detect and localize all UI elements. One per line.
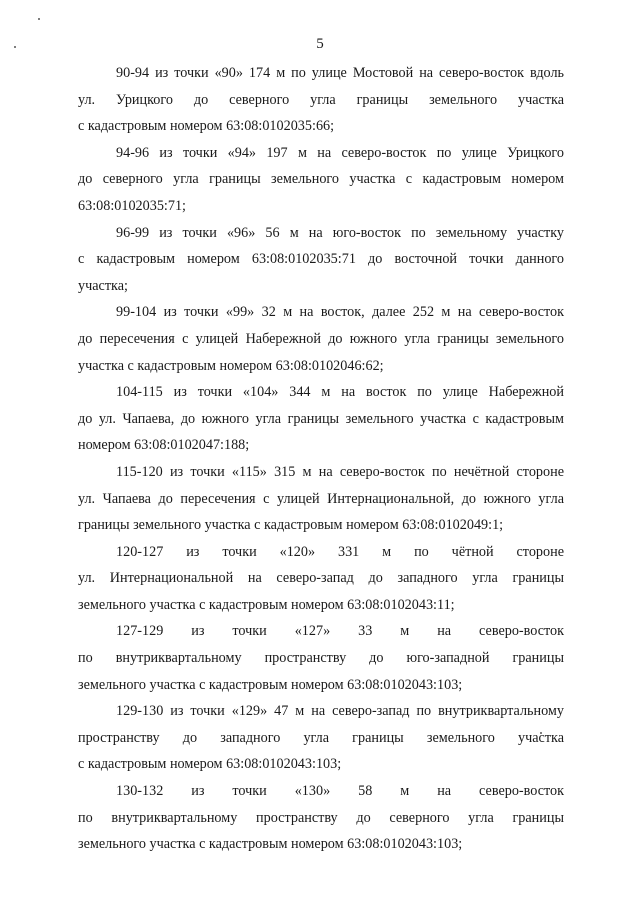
paragraph-line: 120-127 из точки «120» 331 м по чётной стороне [116,543,564,560]
paragraph-line: по внутриквартальному пространству до юго-западной границы [78,650,564,667]
paragraph-127-129 [78,618,564,698]
paragraph-96-99 [78,220,564,300]
paragraph-104-115 [78,379,564,459]
paragraph-120-127 [78,539,564,619]
paragraph-line: ул. Интернациональной на северо-запад до западного угла границы [78,570,564,587]
paragraph-line: с кадастровым номером 63:08:0102043:103; [78,756,342,773]
paragraph-line: участка; [78,277,128,294]
paragraph-line: до пересечения с улицей Набережной до южного угла границы земельного [78,330,564,347]
paragraph-115-120 [78,459,564,539]
paragraph-line: до ул. Чапаева, до южного угла границы земельного участка с кадастровым [78,410,564,427]
paragraph-line: номером 63:08:0102047:188; [78,437,250,454]
paragraph-line: 94-96 из точки «94» 197 м на северо-восток по улице Урицкого [116,144,564,161]
paragraph-line: 90-94 из точки «90» 174 м по улице Мостовой на северо-восток вдоль [116,65,564,81]
paragraph-line: с кадастровым номером 63:08:0102035:66; [78,118,335,135]
paragraph-line: ул. Чапаева до пересечения с улицей Интернациональной, до южного угла [78,490,564,507]
paragraph-line: до северного угла границы земельного участка с кадастровым номером [78,171,564,188]
paragraph-line: земельного участка с кадастровым номером 63:08:0102043:103; [78,676,463,693]
paragraph-line: 96-99 из точки «96» 56 м на юго-восток по земельному участку [116,224,564,241]
paragraph-129-130 [78,698,564,778]
paragraph-line: 115-120 из точки «115» 315 м на северо-восток по нечётной стороне [116,463,564,480]
paragraph-line: участка с кадастровым номером 63:08:0102046:62; [78,357,384,374]
document-body [78,60,564,858]
paragraph-94-96 [78,140,564,220]
paragraph-line: ул. Урицкого до северного угла границы земельного участка [78,91,564,108]
paragraph-line: 129-130 из точки «129» 47 м на северо-запад по внутриквартальному [116,703,564,720]
page-number: 5 [316,36,324,52]
paragraph-90-94 [78,60,564,140]
paragraph-line: границы земельного участка с кадастровым номером 63:08:0102049:1; [78,517,504,534]
paragraph-130-132 [78,778,564,858]
paragraph-line: пространству до западного угла границы земельного участка [78,729,564,746]
scan-speck [38,18,40,20]
paragraph-line: по внутриквартальному пространству до северного угла границы [78,809,564,826]
paragraph-line: 99-104 из точки «99» 32 м на восток, далее 252 м на северо-восток [116,304,564,321]
paragraph-line: земельного участка с кадастровым номером 63:08:0102043:11; [78,596,455,613]
paragraph-line: 127-129 из точки «127» 33 м на северо-восток [116,623,564,640]
paragraph-line: земельного участка с кадастровым номером 63:08:0102043:103; [78,836,463,853]
paragraph-99-104 [78,299,564,379]
paragraph-line: 63:08:0102035:71; [78,197,186,214]
paragraph-line: 130-132 из точки «130» 58 м на северо-восток [116,783,564,800]
paragraph-line: с кадастровым номером 63:08:0102035:71 до восточной точки данного [78,251,564,268]
paragraph-line: 104-115 из точки «104» 344 м на восток по улице Набережной [116,384,564,401]
